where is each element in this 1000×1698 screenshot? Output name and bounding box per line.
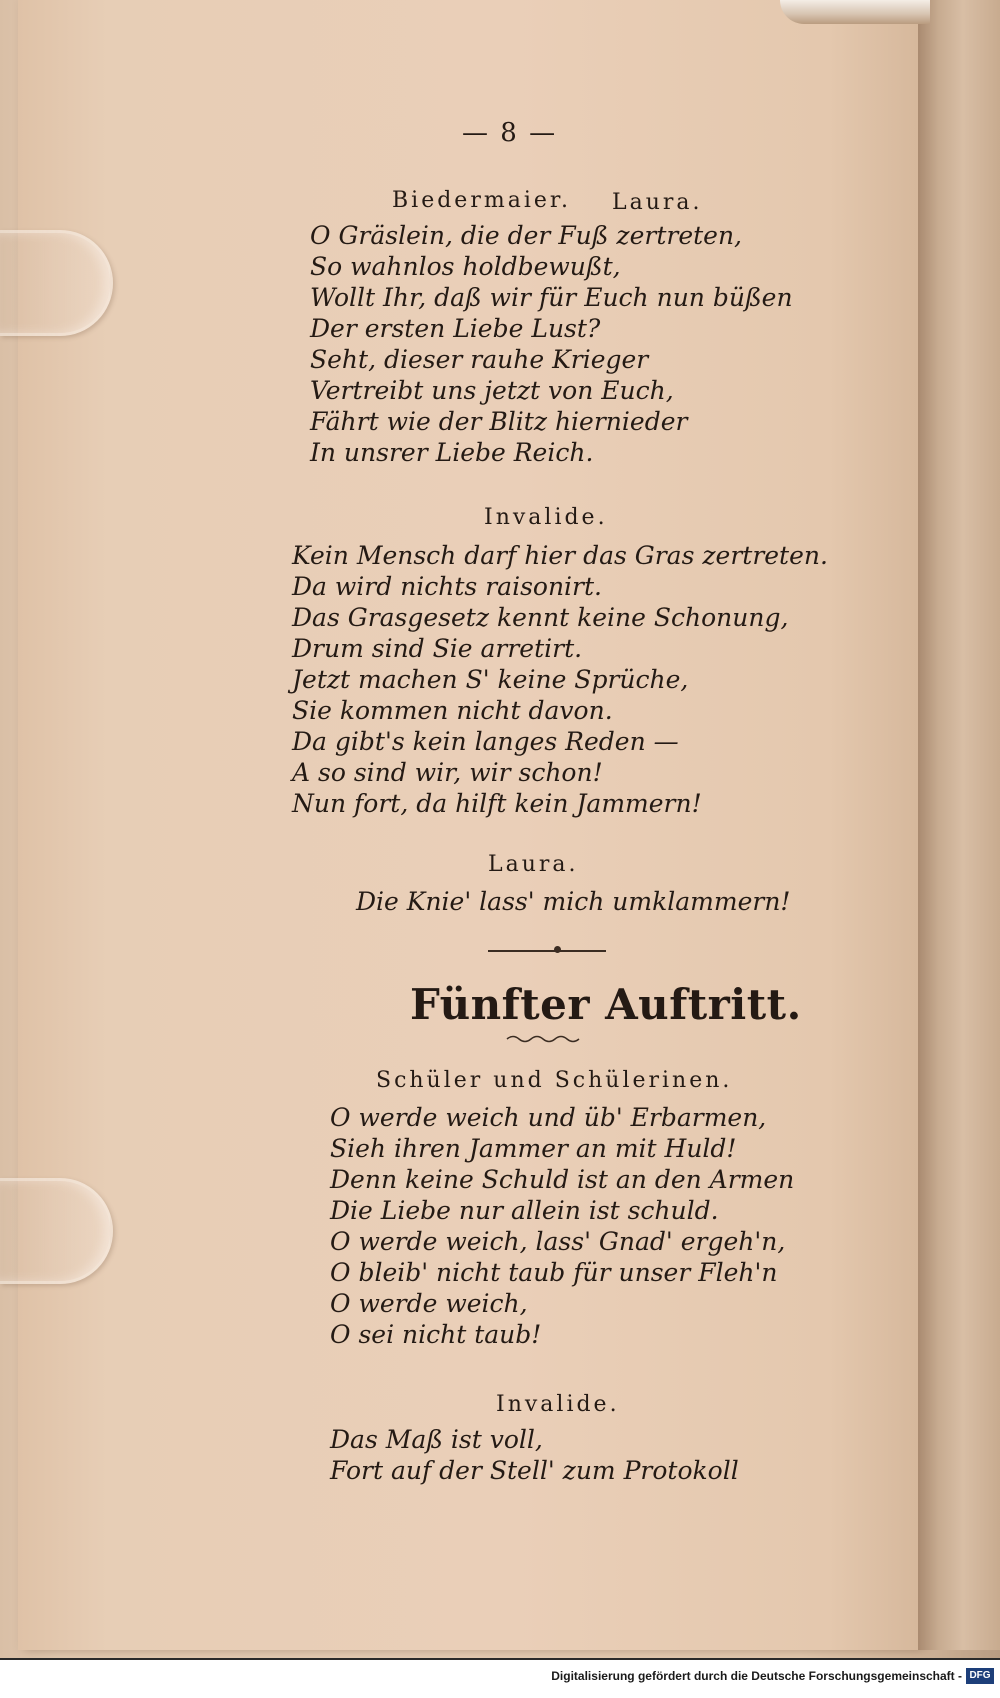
speaker-name: Invalide.: [496, 1392, 620, 1417]
verse-line: In unsrer Liebe Reich.: [310, 438, 594, 467]
verse-line: Da gibt's kein langes Reden —: [292, 727, 679, 756]
verse-line: A so sind wir, wir schon!: [292, 758, 603, 787]
page-edge: [918, 0, 1000, 1650]
verse-line: Fort auf der Stell' zum Protokoll: [330, 1456, 739, 1485]
verse-line: Fährt wie der Blitz hiernieder: [310, 407, 688, 436]
verse-line: Vertreibt uns jetzt von Euch,: [310, 376, 674, 405]
verse-line: Jetzt machen S' keine Sprüche,: [292, 665, 689, 694]
verse-line: Nun fort, da hilft kein Jammern!: [292, 789, 702, 818]
verse-line: Die Liebe nur allein ist schuld.: [330, 1196, 719, 1225]
speaker-name: Schüler und Schülerinen.: [376, 1068, 733, 1093]
verse-line: O werde weich,: [330, 1289, 528, 1318]
dfg-logo: DFG: [966, 1668, 994, 1684]
verse-line: Seht, dieser rauhe Krieger: [310, 345, 649, 374]
speaker-name: Invalide.: [484, 505, 608, 530]
verse-line: Sieh ihren Jammer an mit Huld!: [330, 1134, 737, 1163]
verse-block: [356, 886, 790, 917]
speaker-name: Biedermaier.: [392, 188, 571, 213]
verse-line: Wollt Ihr, daß wir für Euch nun büßen: [310, 283, 793, 312]
verse-line: Sie kommen nicht davon.: [292, 696, 613, 725]
verse-line: Da wird nichts raisonirt.: [292, 572, 602, 601]
speaker-name: Laura.: [488, 852, 579, 877]
verse-line: Der ersten Liebe Lust?: [310, 314, 601, 343]
speaker-name: Laura.: [612, 190, 703, 215]
verse-block: [292, 540, 828, 819]
section-divider: [488, 950, 606, 952]
ornament-wave: [505, 1034, 585, 1044]
footer-bar: [0, 1658, 1000, 1698]
verse-line: Drum sind Sie arretirt.: [292, 634, 583, 663]
scene-title: Fünfter Auftritt.: [410, 980, 802, 1029]
verse-line: Denn keine Schuld ist an den Armen: [330, 1165, 795, 1194]
page-number: — 8 —: [462, 118, 558, 148]
verse-block: [310, 220, 793, 468]
verse-line: So wahnlos holdbewußt,: [310, 252, 621, 281]
verse-line: Die Knie' lass' mich umklammern!: [356, 887, 791, 916]
plastic-clip-lower: [0, 1178, 113, 1284]
verse-line: O sei nicht taub!: [330, 1320, 542, 1349]
verse-line: Das Grasgesetz kennt keine Schonung,: [292, 603, 789, 632]
verse-block: [330, 1102, 794, 1350]
plastic-clip-upper: [0, 230, 113, 336]
funding-credit: Digitalisierung gefördert durch die Deutsche Forschungsgemeinschaft -: [551, 1669, 962, 1683]
section-divider-dot: [554, 946, 561, 953]
page-stack-corner: [780, 0, 930, 24]
verse-line: O Gräslein, die der Fuß zertreten,: [310, 221, 743, 250]
verse-line: Das Maß ist voll,: [330, 1425, 543, 1454]
verse-line: O werde weich, lass' Gnad' ergeh'n,: [330, 1227, 786, 1256]
verse-line: Kein Mensch darf hier das Gras zertreten.: [292, 541, 828, 570]
verse-line: O werde weich und üb' Erbarmen,: [330, 1103, 767, 1132]
verse-block: [330, 1424, 739, 1486]
verse-line: O bleib' nicht taub für unser Fleh'n: [330, 1258, 778, 1287]
